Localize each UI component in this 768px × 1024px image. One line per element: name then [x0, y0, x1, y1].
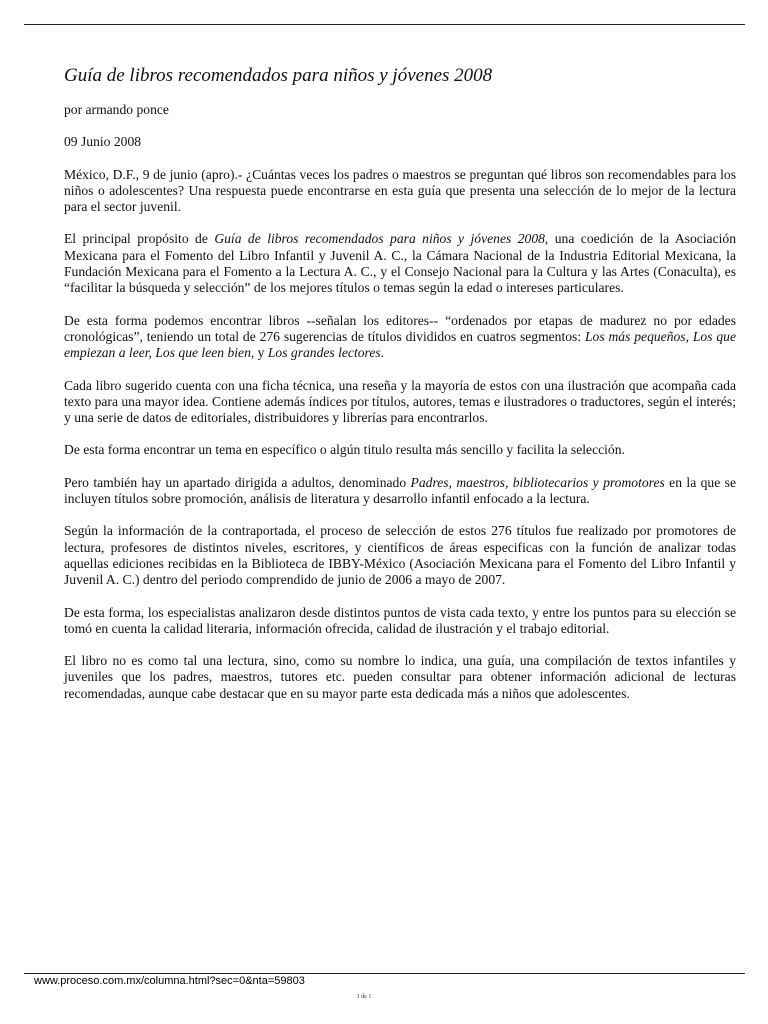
bottom-rule — [24, 973, 745, 974]
paragraph-7: Según la información de la contraportada, el proceso de selección de estos 276 títulos fue realizado por promotores de lectura, profesores de distintos niveles, escritores, y científicos de áreas especificas con la función de analizar todas aquellas ediciones recibidas en la Biblioteca de IBBY-México (Asociación Mexicana para el Fomento del Libro Infantil y Juvenil A. C.) dentro del periodo comprendido de junio de 2006 a mayo de 2007. — [64, 523, 736, 588]
paragraph-6-text-b: en la que se incluyen títulos sobre promoción, análisis de literatura y desarrollo infantil enfocado a la lectura. — [64, 474, 736, 507]
paragraph-1: México, D.F., 9 de junio (apro).- ¿Cuántas veces los padres o maestros se preguntan qué libros son recomendables para los niños o adolescentes? Una respuesta puede encontrarse en esta guía que presenta una selección de lo mejor de la lectura para el sector juvenil. — [64, 166, 736, 215]
paragraph-3-end: . — [380, 345, 385, 361]
paragraph-6-text-a: Pero también hay un apartado dirigida a adultos, denominado — [64, 474, 411, 490]
article-date: 09 Junio 2008 — [64, 134, 142, 150]
section-title-italic: Padres, maestros, bibliotecarios y promotores — [410, 474, 665, 490]
article-byline: por armando ponce — [64, 102, 169, 117]
article-body — [64, 64, 736, 718]
paragraph-3-and: , y — [250, 345, 268, 361]
paragraph-4: Cada libro sugerido cuenta con una ficha técnica, una reseña y la mayoría de estos con una ilustración que acompaña cada texto para una mayor idea. Contiene además índices por títulos, autores, temas e ilustradores o traductores, según el interés; y una serie de datos de editoriales, distribuidores y librerías para encontrarlos. — [64, 377, 736, 426]
top-rule — [24, 24, 745, 25]
paragraph-8: De esta forma, los especialistas analizaron desde distintos puntos de vista cada texto, y entre los puntos para su elección se tomó en cuenta la calidad literaria, información ofrecida, calidad de ilustración y el trabajo editorial. — [64, 604, 736, 636]
paragraph-3 — [64, 313, 736, 362]
paragraph-9: El libro no es como tal una lectura, sino, como su nombre lo indica, una guía, una compilación de textos infantiles y juveniles que los padres, maestros, tutores etc. pueden consultar para obtener información adicional de lecturas recomendadas, aunque cabe destacar que en su mayor parte esta dedicada más a niños que adolescentes. — [64, 653, 736, 701]
segment-grandes-lectores: Los grandes lectores — [267, 345, 381, 361]
paragraph-6 — [64, 475, 736, 508]
paragraph-2-text-b: , una coedición de la Asociación Mexicana para el Fomento del Libro Infantil y Juvenil A. C., la Cámara Nacional de la Industria Editorial Mexicana, la Fundación Mexicana para el Fomento a la Lectura A. C., y el Consejo Nacional para la Cultura y las Artes (Conaculta), es “facilitar la búsqueda y selección” de los mejores títulos o temas según la edad o intereses particulares. — [64, 231, 736, 296]
footer-url: www.proceso.com.mx/columna.html?sec=0&nta=59803 — [34, 975, 305, 987]
segments-italic: Los más pequeños, Los que empiezan a leer, Los que leen bien — [64, 328, 737, 361]
paragraph-2-text-a: El principal propósito de — [64, 231, 215, 247]
paragraph-3-text-a: De esta forma podemos encontrar libros --señalan los editores-- “ordenados por etapas de madurez no por edades cronológicas”, teniendo un total de 276 sugerencias de títulos divididos en cuatros segmentos: — [64, 312, 736, 344]
page-number: 1 de 1 — [356, 994, 372, 1000]
paragraph-5: De esta forma encontrar un tema en específico o algún titulo resulta más sencillo y facilita la selección. — [64, 442, 625, 458]
book-title-italic: Guía de libros recomendados para niños y jóvenes 2008 — [214, 231, 545, 247]
article-title: Guía de libros recomendados para niños y jóvenes 2008 — [64, 65, 493, 86]
paragraph-2 — [64, 231, 736, 296]
